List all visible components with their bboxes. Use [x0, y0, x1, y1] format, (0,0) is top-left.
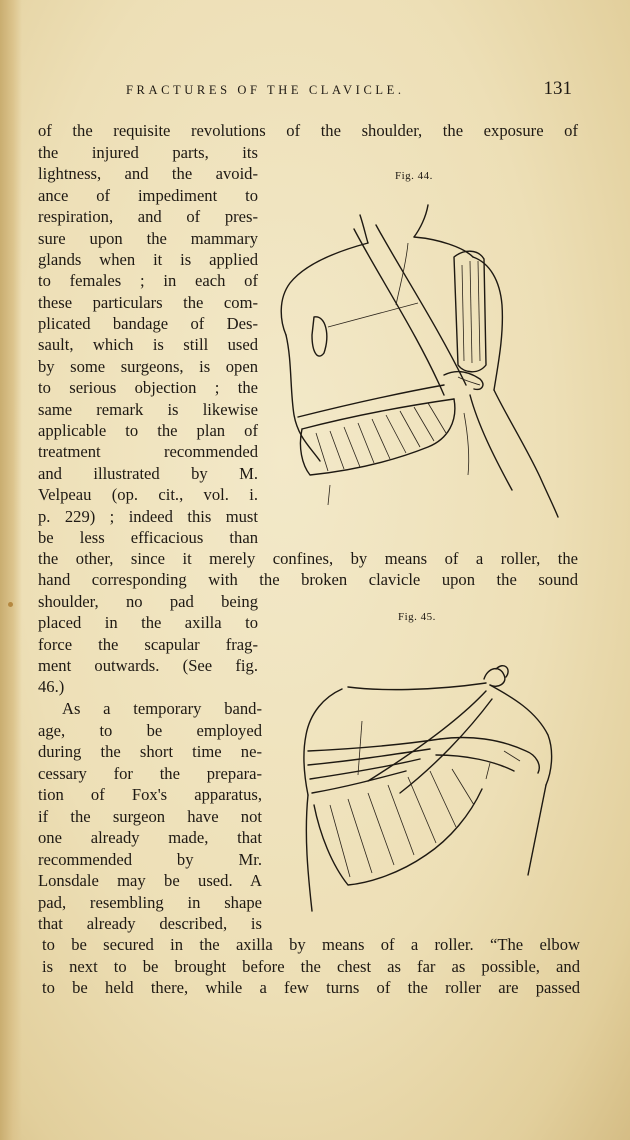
- figure-45-illustration: [290, 655, 560, 920]
- text-line: lightness, and the avoid-: [38, 164, 258, 183]
- page-header: [126, 78, 572, 102]
- text-line: sure upon the mammary: [38, 229, 258, 248]
- text-line: plicated bandage of Des-: [38, 314, 258, 333]
- text-line: respiration, and of pres-: [38, 207, 258, 226]
- text-line: tion of Fox's apparatus,: [38, 785, 262, 804]
- text-line: to be held there, while a few turns of the roller are passed: [42, 978, 580, 997]
- text-line: p. 229) ; indeed this must: [38, 507, 258, 526]
- text-line: Velpeau (op. cit., vol. i.: [38, 485, 258, 504]
- text-line: As a temporary band-: [62, 699, 262, 718]
- text-line: the injured parts, its: [38, 143, 258, 162]
- text-line: to females ; in each of: [38, 271, 258, 290]
- page-binding-edge: [0, 0, 22, 1140]
- text-line: to serious objection ; the: [38, 378, 258, 397]
- text-line: shoulder, no pad being: [38, 592, 258, 611]
- text-line: by some surgeons, is open: [38, 357, 258, 376]
- text-line: ance of impediment to: [38, 186, 258, 205]
- figure-44-caption: Fig. 44.: [395, 170, 433, 182]
- text-line: hand corresponding with the broken clavicle upon the sound: [38, 570, 578, 589]
- text-line: applicable to the plan of: [38, 421, 258, 440]
- text-line: of the requisite revolutions of the shoulder, the exposure of: [38, 121, 578, 140]
- text-line: sault, which is still used: [38, 335, 258, 354]
- text-line: age, to be employed: [38, 721, 262, 740]
- text-line: be less efficacious than: [38, 528, 258, 547]
- text-line: placed in the axilla to: [38, 613, 258, 632]
- text-line: glands when it is applied: [38, 250, 258, 269]
- text-line: during the short time ne-: [38, 742, 262, 761]
- text-line: treatment recommended: [38, 442, 258, 461]
- running-head: FRACTURES OF THE CLAVICLE.: [126, 83, 405, 97]
- text-line: recommended by Mr.: [38, 850, 262, 869]
- text-line: and illustrated by M.: [38, 464, 258, 483]
- text-line: if the surgeon have not: [38, 807, 262, 826]
- text-line: same remark is likewise: [38, 400, 258, 419]
- text-line: is next to be brought before the chest as far as possible, and: [42, 957, 580, 976]
- text-line: Lonsdale may be used. A: [38, 871, 262, 890]
- text-line: force the scapular frag-: [38, 635, 258, 654]
- figure-45-caption: Fig. 45.: [398, 611, 436, 623]
- paper-spot: [8, 602, 13, 607]
- text-line: one already made, that: [38, 828, 262, 847]
- page-number: 131: [543, 78, 572, 99]
- text-line: that already described, is: [38, 914, 262, 933]
- text-line: the other, since it merely confines, by means of a roller, the: [38, 549, 578, 568]
- text-line: cessary for the prepara-: [38, 764, 262, 783]
- figure-44-illustration: [268, 185, 568, 520]
- text-line: these particulars the com-: [38, 293, 258, 312]
- text-line: pad, resembling in shape: [38, 893, 262, 912]
- text-line: to be secured in the axilla by means of a roller. “The elbow: [42, 935, 580, 954]
- text-line: ment outwards. (See fig.: [38, 656, 258, 675]
- text-line: 46.): [38, 677, 65, 696]
